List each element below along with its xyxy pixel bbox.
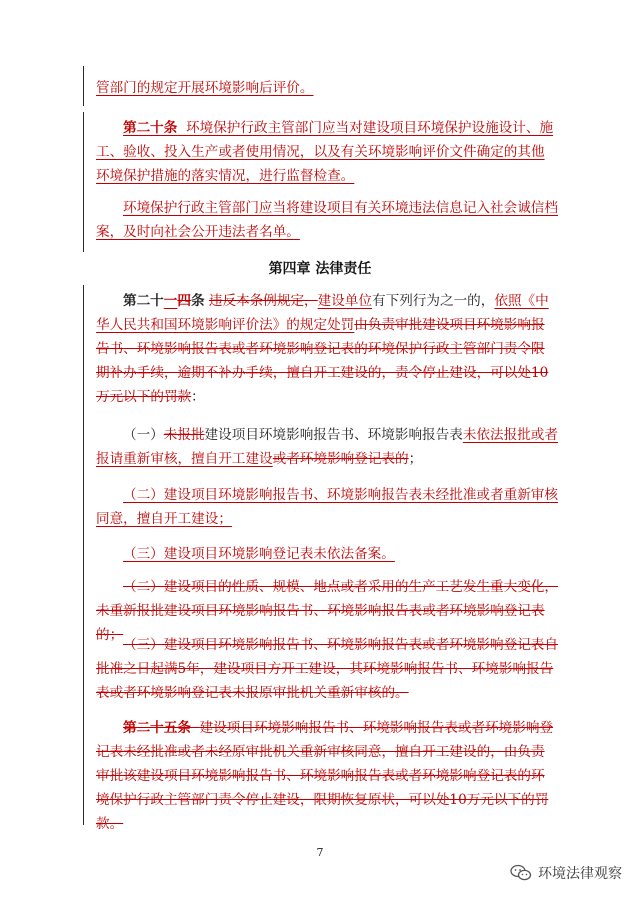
- deleted-item-2: （二）建设项目的性质、规模、地点或者采用的生产工艺发生重大变化，未重新报批建设项目环境影响报告书、环境影响报告表或者环境影响登记表的；: [96, 579, 558, 643]
- article-20-paragraph-2: 环境保护行政主管部门应当将建设项目有关环境违法信息记入社会诚信档案，及时向社会公开违法者名单。: [96, 200, 558, 240]
- article-20: [96, 116, 558, 188]
- item-1-deleted-2: 或者环境影响登记表的: [272, 451, 409, 467]
- item-2: （二）建设项目环境影响报告书、环境影响报告表未经批准或者重新审核同意，擅自开工建设；: [96, 487, 558, 527]
- item-1-number: （一）: [123, 427, 164, 443]
- item-1-text: 建设项目环境影响报告书、环境影响报告表: [204, 427, 463, 443]
- article-21-deleted-2: 由负责审批建设项目环境影响报告书、环境影响报告表或者环境影响登记表的环境保护行政主管部门责令限期补办手续，逾期不补办手续，擅自开工建设的，责令停止建设，可以处10万元以下的罚款: [96, 317, 549, 405]
- watermark-text: 环境法律观察: [538, 866, 622, 882]
- change-bar: [83, 66, 84, 106]
- article-25-number: 第二十五条: [123, 720, 191, 736]
- article-20-text: 环境保护行政主管部门应当对建设项目环境保护设施设计、施工、验收、投入生产或者使用情况，以及有关环境影响评价文件确定的其他环境保护措施的落实情况，进行监督检查。: [96, 120, 554, 184]
- article-20-number: 第二十条: [123, 120, 178, 136]
- article-21-number-suffix: 条: [190, 293, 205, 309]
- article-21: [96, 289, 558, 409]
- article-21-number: 第二十: [123, 293, 164, 309]
- article-21-deleted-1: 违反本条例规定，: [208, 293, 318, 309]
- wechat-icon: [510, 864, 532, 882]
- article-25: [96, 716, 558, 836]
- article-21-subject: 建设单位: [317, 293, 373, 309]
- article-21-inserted: 依照《中华人民共和国环境影响评价法》的规定处罚: [96, 293, 549, 333]
- article-21-number-inserted: 一: [163, 293, 178, 309]
- watermark: [510, 863, 622, 883]
- item-1: [96, 423, 558, 471]
- change-bar: [83, 112, 84, 252]
- page-number: 7: [316, 846, 324, 859]
- change-bar: [83, 285, 84, 825]
- paragraph-line-1: 管部门的规定开展环境影响后评价。: [96, 80, 314, 96]
- chapter-heading: 第四章 法律责任: [268, 261, 372, 277]
- item-3: （三）建设项目环境影响登记表未依法备案。: [123, 546, 395, 562]
- article-25-text: 建设项目环境影响报告书、环境影响报告表或者环境影响登记表未经批准或者未经原审批机关重新审核同意，擅自开工建设的，由负责审批该建设项目环境影响报告书、环境影响报告表或者环境影响登记表的环境保护行政主管部门责令停止建设，限期恢复原状，可以处10万元以下的罚款。: [96, 720, 554, 832]
- item-1-inserted: 未依法报批或者报请重新审核，擅自开工建设: [96, 427, 558, 467]
- article-21-number-deleted: 四: [177, 293, 191, 309]
- item-1-deleted: 未报批: [163, 427, 205, 443]
- article-21-end: ：: [191, 389, 205, 405]
- article-21-text: 有下列行为之一的，: [372, 293, 495, 309]
- item-1-end: ；: [408, 451, 423, 467]
- deleted-item-3: （三）建设项目环境影响报告书、环境影响报告表或者环境影响登记表自批准之日起满5年，建设项目方开工建设，其环境影响报告书、环境影响报告表或者环境影响登记表未报原审批机关重新审核的。: [96, 637, 558, 701]
